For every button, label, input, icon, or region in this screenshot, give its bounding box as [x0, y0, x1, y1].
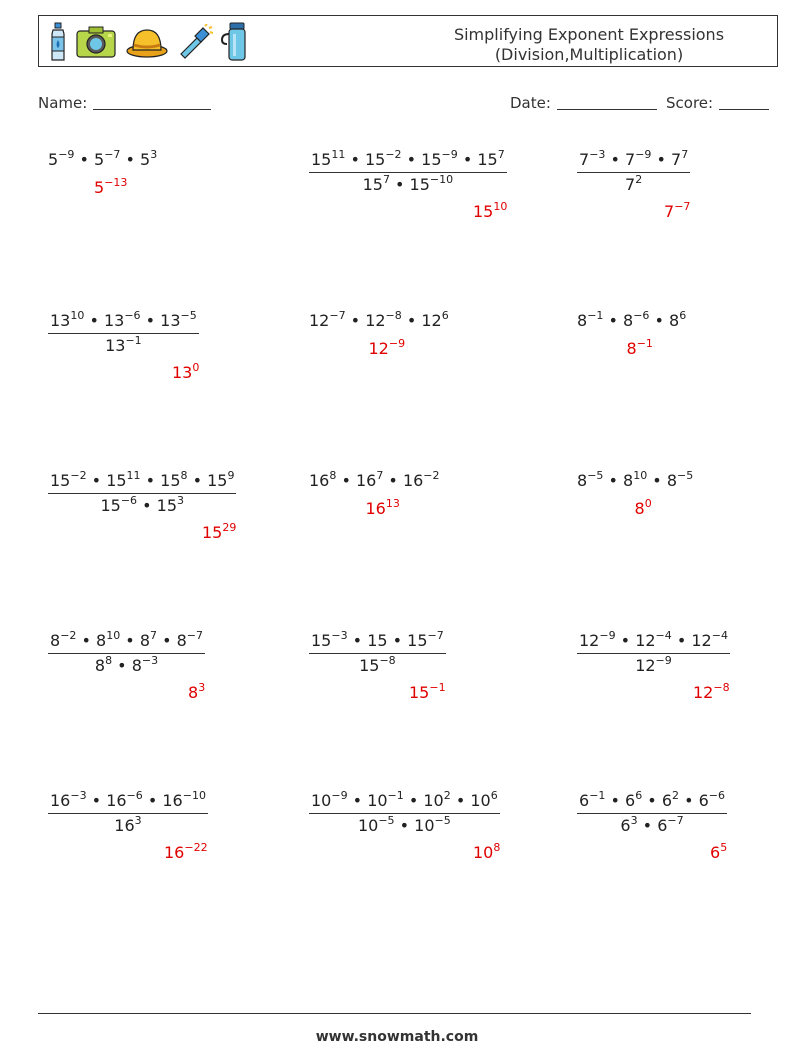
denominator-term: $15^{-8}$	[359, 654, 396, 675]
answer-7	[202, 523, 236, 542]
numerator-term: $7^{-9}$	[625, 148, 652, 169]
fraction-expression	[48, 631, 205, 675]
problem-3	[577, 150, 690, 194]
answer-value: $8^{-1}$	[626, 337, 653, 358]
product-term: $5^{-9}$	[48, 148, 75, 169]
title-line-2: (Division,Multiplication)	[494, 45, 684, 64]
product-term: $8^{-5}$	[666, 469, 694, 490]
numerator: $10^{-9}$ • $10^{-1}$ • $10^2$ • $10^6$	[309, 791, 500, 814]
answer-value: $6^5$	[710, 841, 728, 862]
answer-value: $16^{13}$	[365, 497, 400, 518]
problem-7	[48, 471, 236, 515]
numerator: $15^{11}$ • $15^{-2}$ • $15^{-9}$ • $15^7$	[309, 150, 507, 173]
product-term: $8^{-6}$	[623, 309, 650, 330]
camera-icon	[75, 25, 117, 59]
answer-11	[409, 683, 446, 702]
answer-2	[473, 202, 507, 221]
numerator-term: $7^7$	[671, 148, 689, 169]
fraction-expression	[309, 150, 507, 194]
answer-3	[664, 202, 690, 221]
problem-2	[309, 150, 507, 194]
product-term: $16^8$	[309, 469, 337, 490]
denominator	[48, 334, 199, 355]
problem-5	[309, 311, 449, 330]
problem-8	[309, 471, 440, 490]
denominator-term: $15^{-10}$	[409, 173, 454, 194]
answer-value: $7^{-7}$	[664, 200, 691, 221]
answer-value: $5^{-13}$	[94, 176, 128, 197]
answer-value: $15^{29}$	[202, 521, 237, 542]
denominator-term: $7^2$	[625, 173, 643, 194]
numerator-term: $15^{-9}$	[421, 148, 458, 169]
header-box	[38, 15, 778, 67]
water-bottle-icon	[49, 22, 67, 62]
product-expression: $12^{-7}$ • $12^{-8}$ • $12^6$	[309, 309, 449, 330]
answer-5	[369, 339, 406, 358]
product-expression: $8^{-1}$ • $8^{-6}$ • $8^6$	[577, 309, 687, 330]
denominator: $10^{-5}$ • $10^{-5}$	[357, 814, 451, 835]
name-blank[interactable]	[93, 95, 211, 110]
denominator-term: $15^7$	[362, 173, 390, 194]
answer-8	[366, 499, 400, 518]
numerator-term: $8^{-2}$	[50, 629, 77, 650]
numerator-term: $15^{-3}$	[311, 629, 348, 650]
denominator	[48, 814, 208, 835]
denominator-term: $15^{-6}$	[100, 494, 138, 515]
numerator-term: $15^{11}$	[106, 469, 141, 490]
header-icons	[49, 20, 249, 64]
product-expression: $8^{-5}$ • $8^{10}$ • $8^{-5}$	[577, 469, 694, 490]
score-label: Score:	[666, 94, 714, 112]
denominator-term: $10^{-5}$	[357, 814, 395, 835]
numerator-term: $6^{-6}$	[698, 789, 726, 810]
fraction-expression	[48, 791, 208, 835]
flashlight-icon	[177, 24, 213, 60]
numerator-term: $15^{-2}$	[364, 148, 402, 169]
footer-divider	[38, 1013, 751, 1014]
fraction-expression	[577, 631, 730, 675]
denominator-term: $16^3$	[114, 814, 142, 835]
numerator-term: $15^{-7}$	[407, 629, 444, 650]
denominator: $8^8$ • $8^{-3}$	[94, 654, 159, 675]
numerator: $15^{-3}$ • 15 • $15^{-7}$	[309, 631, 446, 654]
numerator-term: $10^6$	[470, 789, 498, 810]
numerator-term: $16^{-10}$	[162, 789, 206, 810]
numerator-term: $10^{-1}$	[367, 789, 404, 810]
denominator-term: $10^{-5}$	[414, 814, 451, 835]
hat-icon	[125, 26, 169, 58]
answer-4	[172, 363, 199, 382]
answer-value: $16^{-22}$	[164, 841, 208, 862]
date-field	[510, 94, 657, 112]
answer-12	[693, 683, 730, 702]
numerator-term: $8^7$	[139, 629, 157, 650]
numerator-term: $15^{-2}$	[50, 469, 87, 490]
date-label: Date:	[510, 94, 551, 112]
denominator: $15^{-6}$ • $15^3$	[100, 494, 185, 515]
numerator-term: $8^{-7}$	[176, 629, 204, 650]
footer-url: www.snowmath.com	[315, 1029, 479, 1045]
product-term: $12^6$	[421, 309, 449, 330]
problem-15	[577, 791, 727, 835]
problem-14	[309, 791, 500, 835]
numerator-term: $13^{-5}$	[160, 309, 197, 330]
problem-11	[309, 631, 446, 675]
numerator-term: $15^7$	[477, 148, 505, 169]
product-expression: $5^{-9}$ • $5^{-7}$ • $5^3$	[48, 148, 158, 169]
name-label: Name:	[38, 94, 88, 112]
numerator-term: $12^{-4}$	[635, 629, 672, 650]
answer-1	[94, 178, 127, 197]
numerator: $16^{-3}$ • $16^{-6}$ • $16^{-10}$	[48, 791, 208, 814]
fraction-expression	[309, 791, 500, 835]
numerator: $7^{-3}$ • $7^{-9}$ • $7^7$	[577, 150, 690, 173]
numerator-term: $10^2$	[423, 789, 451, 810]
product-term: $8^6$	[669, 309, 687, 330]
product-term: $16^7$	[355, 469, 384, 490]
numerator: $8^{-2}$ • $8^{10}$ • $8^7$ • $8^{-7}$	[48, 631, 205, 654]
name-field	[38, 94, 211, 112]
product-term: $16^{-2}$	[402, 469, 440, 490]
worksheet-title	[419, 25, 759, 65]
numerator: $15^{-2}$ • $15^{11}$ • $15^8$ • $15^9$	[48, 471, 236, 494]
answer-value: $15^{-1}$	[409, 681, 446, 702]
denominator	[309, 654, 446, 675]
numerator-term: $12^{-4}$	[691, 629, 728, 650]
numerator-term: $6^2$	[661, 789, 679, 810]
denominator-term: $6^3$	[620, 814, 638, 835]
numerator: $6^{-1}$ • $6^6$ • $6^2$ • $6^{-6}$	[577, 791, 727, 814]
numerator-term: $6^{-1}$	[579, 789, 606, 810]
problem-6	[577, 311, 686, 330]
numerator-term: $16^{-6}$	[106, 789, 143, 810]
numerator-term: $12^{-9}$	[579, 629, 616, 650]
thermos-icon	[221, 22, 249, 62]
fraction-expression	[309, 631, 446, 675]
answer-6	[627, 339, 653, 358]
numerator: $13^{10}$ • $13^{-6}$ • $13^{-5}$	[48, 311, 199, 334]
product-term: $8^{-5}$	[577, 469, 604, 490]
title-line-1: Simplifying Exponent Expressions	[453, 25, 725, 44]
denominator	[577, 654, 730, 675]
product-term: $5^{-7}$	[94, 148, 121, 169]
denominator-term: $6^{-7}$	[657, 814, 684, 835]
score-blank[interactable]	[719, 95, 769, 110]
problem-10	[48, 631, 205, 675]
numerator-term: $10^{-9}$	[311, 789, 348, 810]
date-blank[interactable]	[557, 95, 657, 110]
numerator-term: $13^{10}$	[50, 309, 85, 330]
fraction-expression	[577, 791, 727, 835]
denominator	[577, 173, 690, 194]
problem-12	[577, 631, 730, 675]
answer-15	[710, 843, 727, 862]
answer-value: $15^{10}$	[473, 200, 508, 221]
problem-4	[48, 311, 199, 355]
numerator-term: $6^6$	[625, 789, 643, 810]
numerator-term: $15^{11}$	[311, 148, 346, 169]
answer-value: $10^8$	[473, 841, 501, 862]
problem-13	[48, 791, 208, 835]
numerator-term: 15	[367, 631, 388, 650]
denominator-term: $15^3$	[156, 494, 185, 515]
answer-value: $12^{-8}$	[693, 681, 730, 702]
answer-13	[164, 843, 208, 862]
problem-1	[48, 150, 157, 169]
denominator-term: $12^{-9}$	[635, 654, 672, 675]
answer-value: $12^{-9}$	[368, 337, 406, 358]
numerator-term: $15^9$	[207, 469, 235, 490]
problem-9	[577, 471, 693, 490]
denominator-term: $13^{-1}$	[105, 334, 142, 355]
product-term: $8^{-1}$	[577, 309, 604, 330]
numerator-term: $13^{-6}$	[103, 309, 141, 330]
answer-10	[188, 683, 205, 702]
product-term: $5^3$	[140, 148, 158, 169]
answer-value: $13^0$	[172, 361, 200, 382]
denominator: $6^3$ • $6^{-7}$	[620, 814, 684, 835]
answer-9	[635, 499, 652, 518]
numerator: $12^{-9}$ • $12^{-4}$ • $12^{-4}$	[577, 631, 730, 654]
denominator: $15^7$ • $15^{-10}$	[362, 173, 454, 194]
numerator-term: $8^{10}$	[96, 629, 121, 650]
numerator-term: $7^{-3}$	[579, 148, 606, 169]
answer-value: $8^0$	[634, 497, 652, 518]
numerator-term: $15^8$	[160, 469, 188, 490]
score-field	[666, 94, 769, 112]
product-expression: $16^8$ • $16^7$ • $16^{-2}$	[309, 469, 440, 490]
fraction-expression	[48, 311, 199, 355]
product-term: $12^{-7}$	[309, 309, 346, 330]
denominator-term: $8^8$	[94, 654, 113, 675]
numerator-term: $16^{-3}$	[50, 789, 87, 810]
fraction-expression	[48, 471, 236, 515]
denominator-term: $8^{-3}$	[131, 654, 159, 675]
fraction-expression	[577, 150, 690, 194]
answer-14	[473, 843, 500, 862]
answer-value: $8^3$	[188, 681, 206, 702]
product-term: $8^{10}$	[623, 469, 648, 490]
product-term: $12^{-8}$	[365, 309, 402, 330]
